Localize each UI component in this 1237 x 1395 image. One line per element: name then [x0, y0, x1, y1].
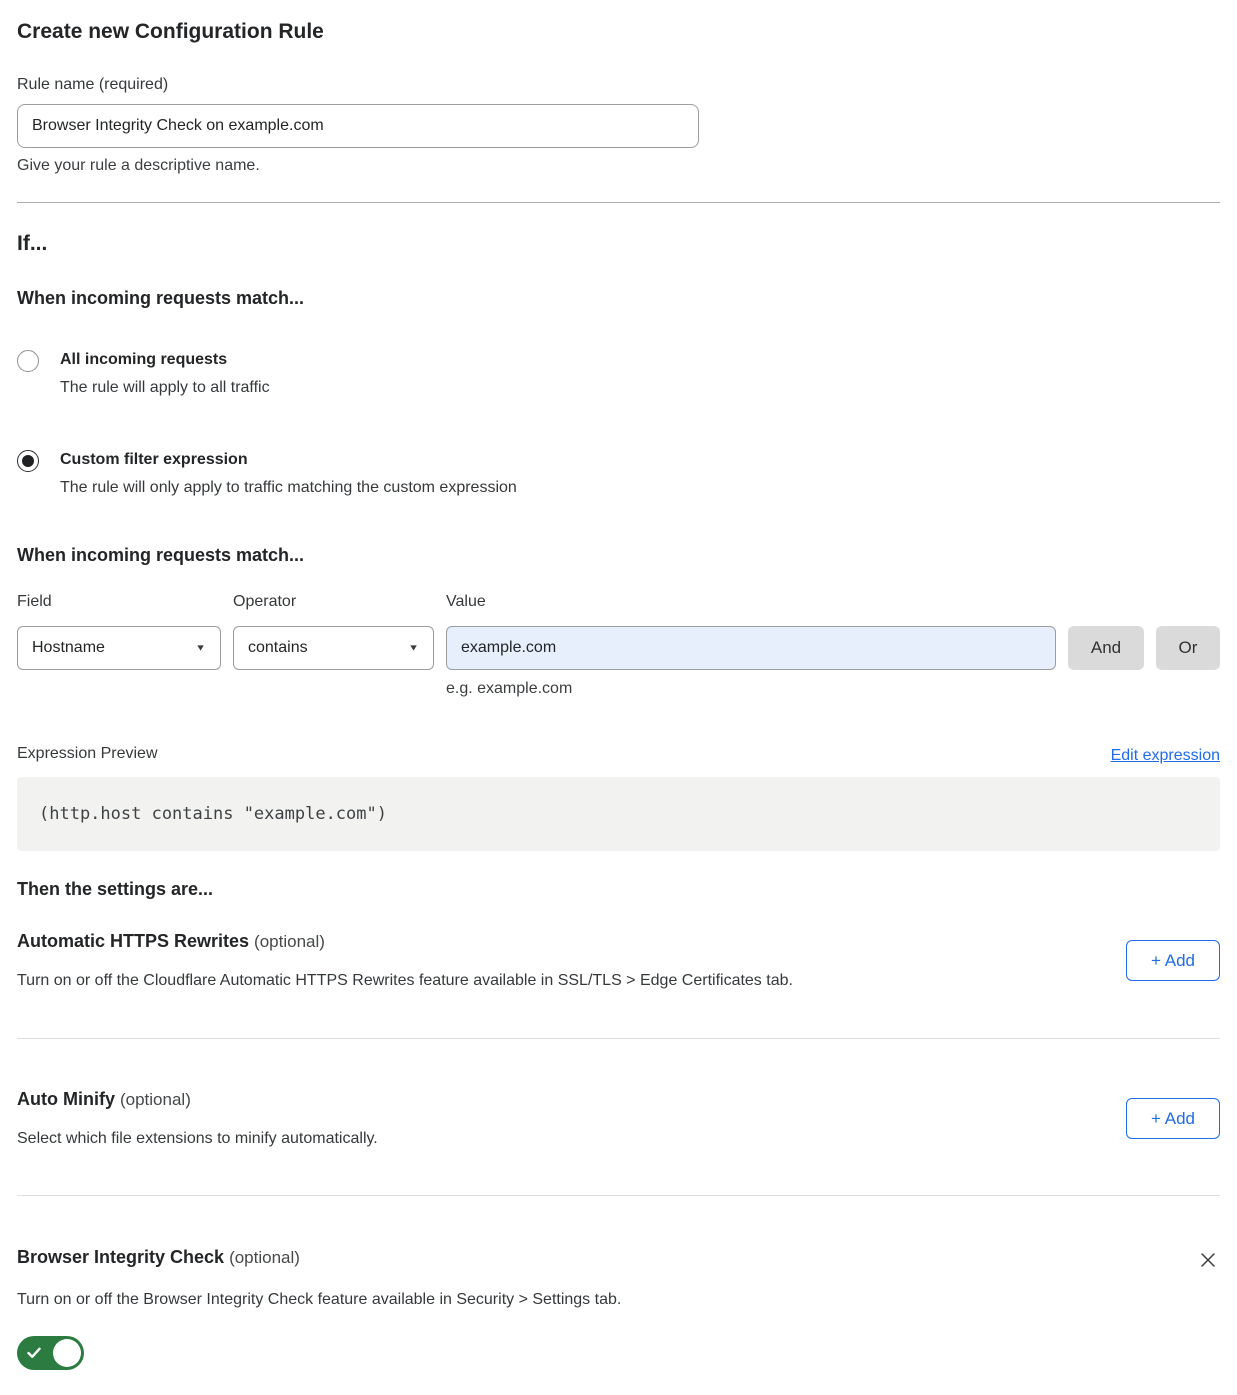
- add-automatic-https-rewrites-button[interactable]: + Add: [1126, 940, 1220, 981]
- builder-column-labels: [17, 591, 1220, 613]
- setting-title-text: Browser Integrity Check: [17, 1247, 225, 1267]
- setting-title: [17, 1088, 378, 1111]
- radio-button-all-requests[interactable]: [17, 350, 39, 372]
- setting-title-text: Auto Minify: [17, 1089, 115, 1109]
- radio-description: The rule will only apply to traffic matching the custom expression: [60, 479, 517, 496]
- match-heading: When incoming requests match...: [17, 288, 305, 308]
- operator-select-value: contains: [248, 639, 308, 656]
- builder-heading: When incoming requests match...: [17, 545, 305, 565]
- value-column-label: Value: [446, 593, 486, 610]
- chevron-down-icon: ▼: [195, 643, 206, 653]
- section-divider: [17, 202, 1220, 203]
- radio-description: The rule will apply to all traffic: [60, 379, 270, 396]
- setting-automatic-https-rewrites: [17, 930, 1220, 992]
- setting-title: [17, 1246, 300, 1269]
- rule-name-label: Rule name (required): [17, 76, 169, 93]
- expression-preview-code: (http.host contains "example.com"): [17, 777, 1220, 851]
- close-icon: [1198, 1250, 1218, 1270]
- optional-tag: (optional): [119, 1090, 191, 1109]
- setting-description: Select which file extensions to minify automatically.: [17, 1130, 378, 1147]
- radio-button-custom-filter[interactable]: [17, 450, 39, 472]
- radio-option-text: [60, 349, 270, 399]
- value-help-text: e.g. example.com: [446, 680, 573, 697]
- if-heading: If...: [17, 232, 48, 255]
- chevron-down-icon: ▼: [408, 643, 419, 653]
- rule-name-help: Give your rule a descriptive name.: [17, 157, 260, 174]
- checkmark-icon: [27, 1347, 41, 1359]
- setting-divider: [17, 1038, 1220, 1039]
- create-configuration-rule-form: [0, 18, 1237, 1370]
- setting-text: [17, 1088, 378, 1150]
- page-title: Create new Configuration Rule: [17, 20, 324, 43]
- settings-heading: Then the settings are...: [17, 879, 214, 899]
- rule-name-input[interactable]: [17, 104, 699, 148]
- radio-label: Custom filter expression: [60, 451, 248, 468]
- setting-description: Turn on or off the Cloudflare Automatic HTTPS Rewrites feature available in SSL/TLS > Edge Certificates tab.: [17, 972, 793, 989]
- optional-tag: (optional): [229, 1248, 300, 1267]
- radio-option-all-requests[interactable]: [17, 349, 1220, 399]
- setting-description: Turn on or off the Browser Integrity Check feature available in Security > Settings tab.: [17, 1291, 622, 1308]
- browser-integrity-check-toggle[interactable]: [17, 1336, 84, 1370]
- field-column-label: Field: [17, 593, 52, 610]
- radio-option-text: [60, 449, 517, 499]
- toggle-knob: [53, 1339, 81, 1367]
- radio-label: All incoming requests: [60, 351, 228, 368]
- field-select-value: Hostname: [32, 639, 105, 656]
- radio-option-custom-filter[interactable]: [17, 449, 1220, 499]
- or-button[interactable]: Or: [1156, 626, 1220, 670]
- setting-divider: [17, 1195, 1220, 1196]
- value-input[interactable]: [446, 626, 1056, 670]
- add-auto-minify-button[interactable]: + Add: [1126, 1098, 1220, 1139]
- setting-auto-minify: [17, 1088, 1220, 1150]
- setting-text: [17, 930, 793, 992]
- expression-preview-header: [17, 743, 1220, 765]
- edit-expression-link[interactable]: Edit expression: [1110, 747, 1220, 764]
- setting-title: [17, 930, 793, 953]
- optional-tag: (optional): [254, 932, 325, 951]
- setting-title-text: Automatic HTTPS Rewrites: [17, 931, 250, 951]
- expression-builder-row: [17, 626, 1220, 670]
- operator-select[interactable]: [233, 626, 434, 670]
- field-select[interactable]: [17, 626, 221, 670]
- setting-text: [17, 1246, 300, 1269]
- setting-browser-integrity-check: [17, 1246, 1220, 1272]
- remove-setting-button[interactable]: [1196, 1248, 1220, 1272]
- operator-column-label: Operator: [233, 593, 297, 610]
- and-button[interactable]: And: [1068, 626, 1144, 670]
- expression-preview-label: Expression Preview: [17, 745, 158, 762]
